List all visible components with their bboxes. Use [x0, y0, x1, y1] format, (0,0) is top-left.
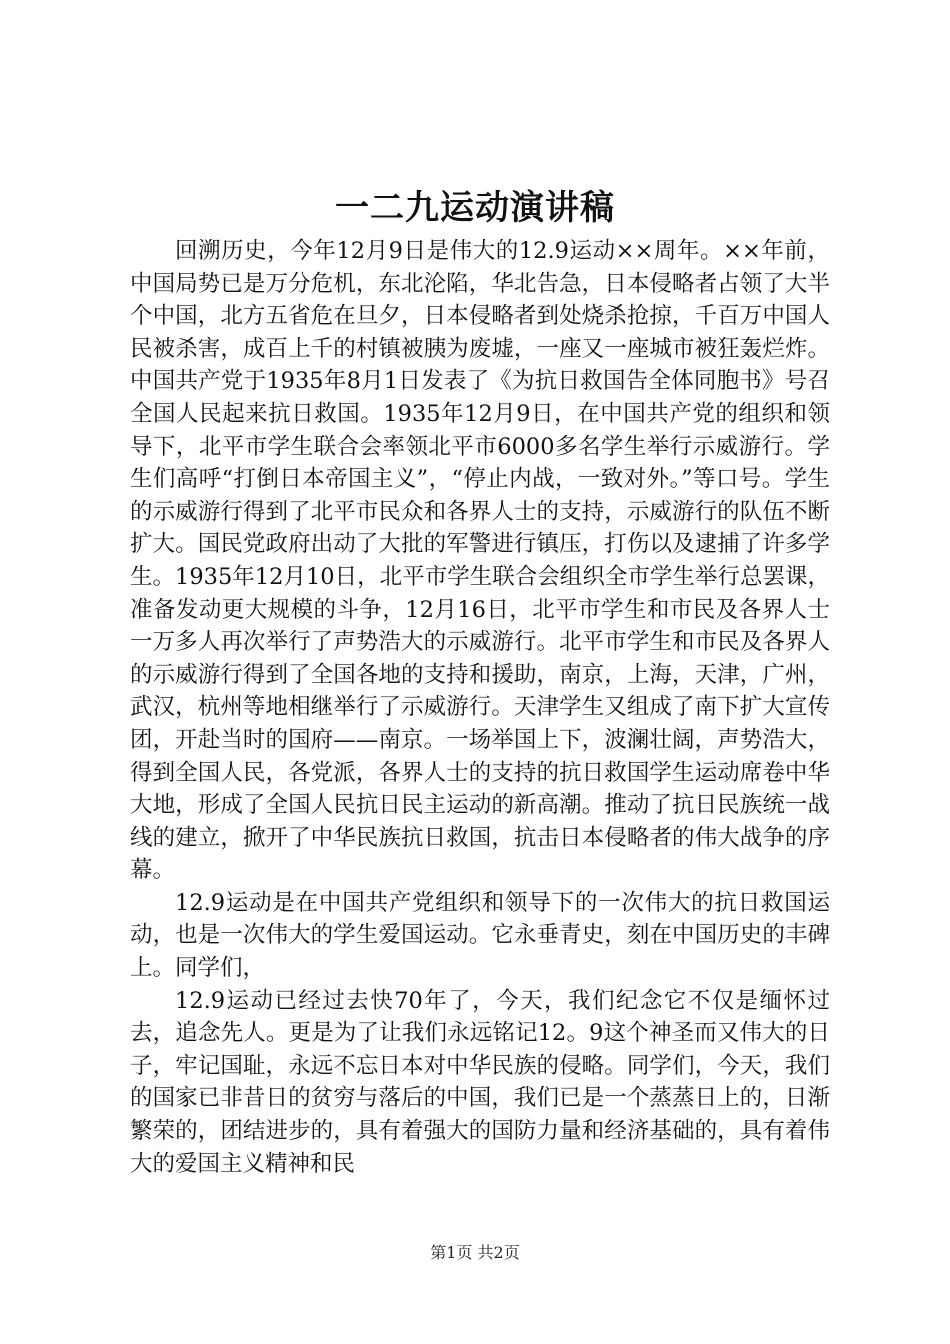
- paragraph-2: 12.9运动是在中国共产党组织和领导下的一次伟大的抗日救国运动，也是一次伟大的学生爱国运动。它永垂青史，刻在中国历史的丰碑上。同学们，: [130, 889, 830, 982]
- paragraph-1: 回溯历史，今年12月9日是伟大的12.9运动××周年。××年前，中国局势已是万分危机，东北沦陷，华北告急，日本侵略者占领了大半个中国，北方五省危在旦夕，日本侵略者到处烧杀抢掠，千百万中国人民被杀害，成百上千的村镇被胰为废墟，一座又一座城市被狂轰烂炸。中国共产党于1935年8月1日发表了《为抗日救国告全体同胞书》号召全国人民起来抗日救国。1935年12月9日，在中国共产党的组织和领导下，北平市学生联合会率领北平市6000多名学生举行示威游行。学生们高呼“打倒日本帝国主义”，“停止内战，一致对外。”等口号。学生的示威游行得到了北平市民众和各界人士的支持，示威游行的队伍不断扩大。国民党政府出动了大批的军警进行镇压，打伤以及逮捕了许多学生。1935年12月10日，北平市学生联合会组织全市学生举行总罢课，准备发动更大规模的斗争，12月16日，北平市学生和市民及各界人士一万多人再次举行了声势浩大的示威游行。北平市学生和市民及各界人的示威游行得到了全国各地的支持和援助，南京，上海，天津，广州，武汉，杭州等地相继举行了示威游行。天津学生又组成了南下扩大宣传团，开赴当时的国府——南京。一场举国上下，波澜壮阔，声势浩大，得到全国人民，各党派，各界人士的支持的抗日救国学生运动席卷中华大地，形成了全国人民抗日民主运动的新高潮。推动了抗日民族统一战线的建立，掀开了中华民族抗日救国，抗击日本侵略者的伟大战争的序幕。: [130, 238, 830, 884]
- page-number: 第1页: [430, 1243, 473, 1262]
- page-footer: [0, 1242, 950, 1264]
- document-title: 一二九运动演讲稿: [335, 188, 615, 228]
- document-body: [130, 235, 830, 1180]
- page-count: 共2页: [477, 1243, 520, 1262]
- paragraph-3: 12.9运动已经过去快70年了，今天，我们纪念它不仅是缅怀过去，追念先人。更是为了让我们永远铭记12。9这个神圣而又伟大的日子，牢记国耻，永远不忘日本对中华民族的侵略。同学们，今天，我们的国家已非昔日的贫穷与落后的中国，我们已是一个蒸蒸日上的，日渐繁荣的，团结进步的，具有着强大的国防力量和经济基础的，具有着伟大的爱国主义精神和民: [130, 987, 830, 1177]
